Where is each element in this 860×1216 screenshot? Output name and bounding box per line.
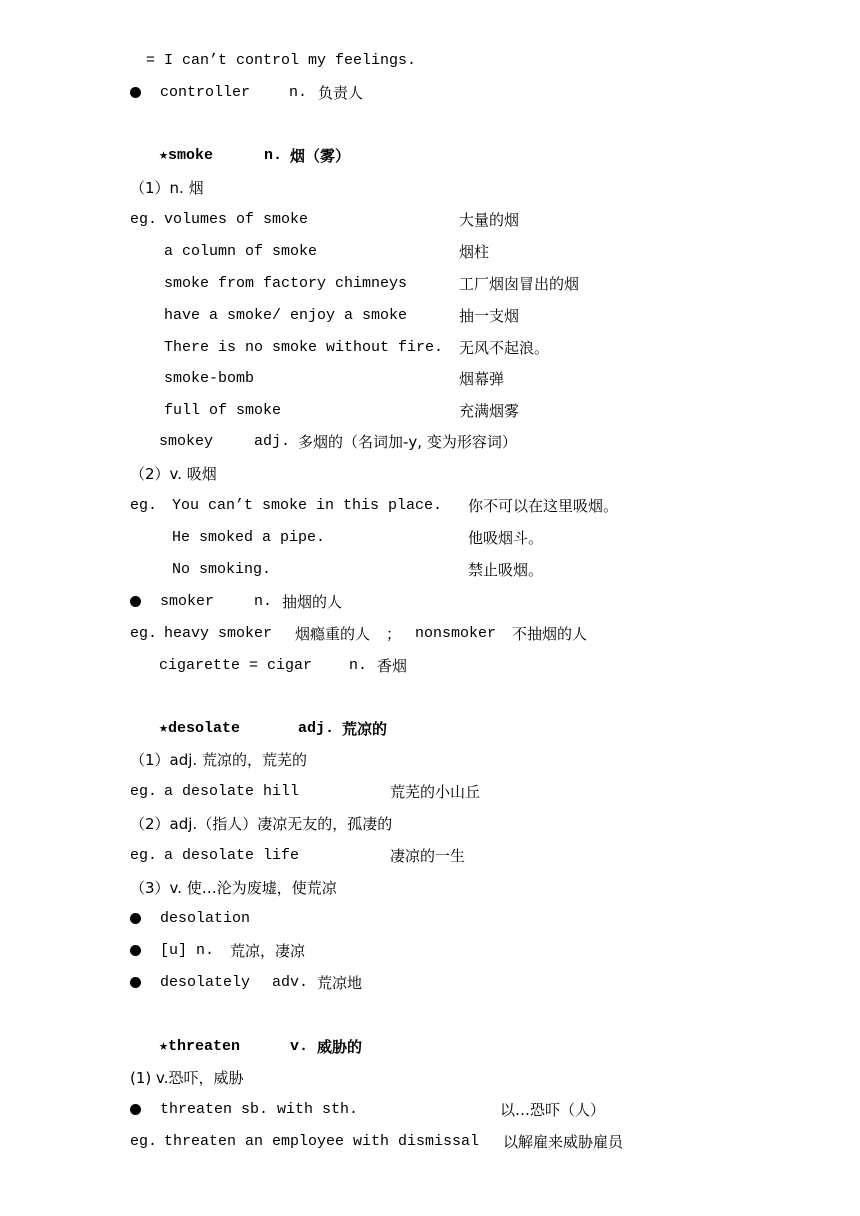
example-en: There is no smoke without fire. bbox=[164, 339, 444, 356]
desolate-sense-3: （3）v. 使…沦为废墟，使荒凉 bbox=[130, 879, 337, 897]
threaten-headword: ★threaten bbox=[159, 1038, 241, 1055]
controller-word: controller bbox=[160, 84, 251, 101]
example-zh: 抽一支烟 bbox=[459, 307, 520, 325]
bullet-icon bbox=[130, 945, 141, 956]
example-zh: 烟柱 bbox=[459, 243, 490, 261]
example-zh: 禁止吸烟。 bbox=[468, 561, 544, 579]
controller-meaning: 负责人 bbox=[318, 84, 364, 102]
nonsmoker-en: nonsmoker bbox=[415, 625, 497, 642]
eg-label: eg. bbox=[130, 625, 158, 642]
smoker-pos: n. bbox=[254, 593, 273, 610]
example-en: full of smoke bbox=[164, 402, 282, 419]
separator: ； bbox=[386, 625, 402, 643]
bullet-icon bbox=[130, 913, 141, 924]
example-en: No smoking. bbox=[172, 561, 272, 578]
threaten-meaning: 威胁的 bbox=[317, 1038, 363, 1056]
example-zh: 以解雇来威胁雇员 bbox=[503, 1133, 624, 1151]
example-zh: 凄凉的一生 bbox=[390, 847, 466, 865]
nonsmoker-zh: 不抽烟的人 bbox=[512, 625, 588, 643]
example-en: threaten an employee with dismissal bbox=[164, 1133, 480, 1150]
bullet-icon bbox=[130, 977, 141, 988]
cigarette-meaning: 香烟 bbox=[377, 657, 408, 675]
example-zh: 大量的烟 bbox=[459, 211, 520, 229]
example-en: a column of smoke bbox=[164, 243, 318, 260]
eg-label: eg. bbox=[130, 783, 158, 800]
smoker-meaning: 抽烟的人 bbox=[282, 593, 343, 611]
desolate-sense-2: （2）adj.（指人）凄凉无友的，孤凄的 bbox=[130, 815, 393, 833]
eg-label: eg. bbox=[130, 497, 158, 514]
desolate-pos: adj. bbox=[298, 720, 335, 737]
example-en: smoke from factory chimneys bbox=[164, 275, 408, 292]
example-en: have a smoke/ enjoy a smoke bbox=[164, 307, 408, 324]
example-en: a desolate life bbox=[164, 847, 300, 864]
heavy-smoker-en: heavy smoker bbox=[164, 625, 273, 642]
example-en: a desolate hill bbox=[164, 783, 300, 800]
desolation-word: desolation bbox=[160, 910, 251, 927]
desolately-word: desolately bbox=[160, 974, 251, 991]
threaten-pattern-zh: 以…恐吓（人） bbox=[500, 1101, 606, 1119]
countability-pos: [u] n. bbox=[160, 942, 215, 959]
smoke-sense-1: （1）n. 烟 bbox=[130, 179, 204, 197]
smoke-headword: ★smoke bbox=[159, 147, 214, 164]
desolate-sense-1: （1）adj. 荒凉的，荒芜的 bbox=[130, 751, 307, 769]
example-zh: 他吸烟斗。 bbox=[468, 529, 544, 547]
smoker-word: smoker bbox=[160, 593, 215, 610]
heavy-smoker-zh: 烟瘾重的人 bbox=[295, 625, 371, 643]
example-zh: 你不可以在这里吸烟。 bbox=[468, 497, 619, 515]
example-en: You can’t smoke in this place. bbox=[172, 497, 443, 514]
smoke-sense-2: （2）v. 吸烟 bbox=[130, 465, 217, 483]
example-en: smoke-bomb bbox=[164, 370, 255, 387]
example-zh: 工厂烟囱冒出的烟 bbox=[459, 275, 580, 293]
smokey-pos: adj. bbox=[254, 433, 291, 450]
threaten-pattern-en: threaten sb. with sth. bbox=[160, 1101, 359, 1118]
smoke-meaning: 烟（雾） bbox=[290, 147, 351, 165]
smoke-pos: n. bbox=[264, 147, 283, 164]
example-en: volumes of smoke bbox=[164, 211, 309, 228]
example-zh: 充满烟雾 bbox=[459, 402, 520, 420]
equation-line: = I can’t control my feelings. bbox=[146, 52, 417, 69]
cigarette-pos: n. bbox=[349, 657, 368, 674]
eg-label: eg. bbox=[130, 1133, 158, 1150]
desolately-meaning: 荒凉地 bbox=[317, 974, 363, 992]
controller-pos: n. bbox=[289, 84, 308, 101]
desolate-headword: ★desolate bbox=[159, 720, 241, 737]
eg-label: eg. bbox=[130, 847, 158, 864]
bullet-icon bbox=[130, 596, 141, 607]
example-zh: 荒芜的小山丘 bbox=[390, 783, 481, 801]
example-zh: 无风不起浪。 bbox=[459, 339, 550, 357]
eg-label: eg. bbox=[130, 211, 158, 228]
desolate-meaning: 荒凉的 bbox=[342, 720, 388, 738]
threaten-pos: v. bbox=[290, 1038, 309, 1055]
smokey-word: smokey bbox=[159, 433, 214, 450]
bullet-icon bbox=[130, 1104, 141, 1115]
bullet-icon bbox=[130, 87, 141, 98]
example-zh: 烟幕弹 bbox=[459, 370, 505, 388]
desolation-meaning: 荒凉，凄凉 bbox=[230, 942, 306, 960]
example-en: He smoked a pipe. bbox=[172, 529, 326, 546]
desolately-pos: adv. bbox=[272, 974, 309, 991]
threaten-sense-1: (1) v.恐吓，威胁 bbox=[130, 1069, 244, 1087]
cigarette-word: cigarette = cigar bbox=[159, 657, 313, 674]
smokey-meaning: 多烟的（名词加-y, 变为形容词） bbox=[298, 433, 517, 451]
